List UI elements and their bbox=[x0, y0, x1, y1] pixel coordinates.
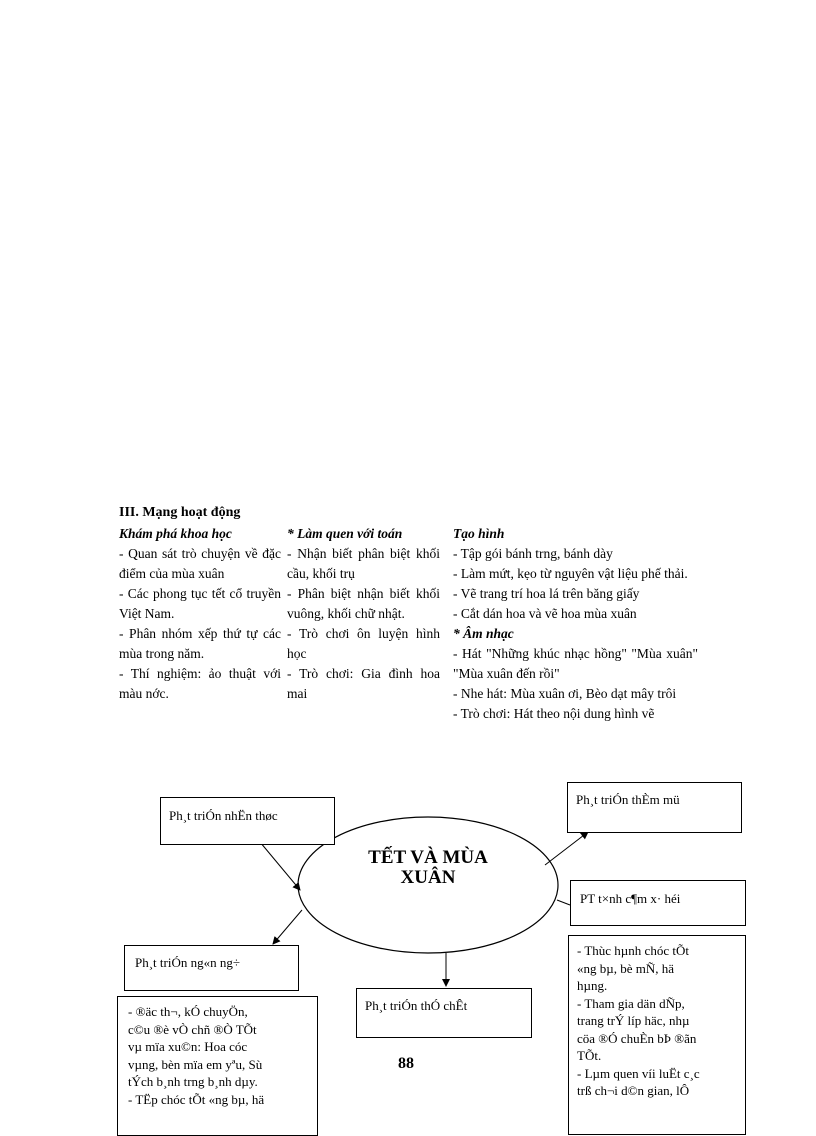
detail-line: trß ch¬i d©n gian, lÔ bbox=[577, 1083, 690, 1098]
box-label: Ph¸t triÓn ng«n ng÷ bbox=[135, 955, 240, 970]
box-the-chat bbox=[356, 988, 532, 1038]
detail-line: hµng. bbox=[577, 978, 608, 993]
detail-line: - Thùc hµnh chóc tÕt bbox=[577, 943, 689, 958]
list-item: - Trò chơi ôn luyện hình học bbox=[287, 626, 440, 661]
detail-line: trang trÝ líp häc, nhµ bbox=[577, 1013, 690, 1028]
list-item: - Quan sát trò chuyện về đặc điểm của mùa xuân bbox=[119, 546, 281, 581]
detail-line: tÝch b¸nh trng b¸nh dµy. bbox=[128, 1074, 258, 1089]
list-item: - Thí nghiệm: ảo thuật với màu nớc. bbox=[119, 666, 281, 701]
box-label: Ph¸t triÓn nhËn thøc bbox=[169, 808, 278, 823]
list-item: - Trò chơi: Gia đình hoa mai bbox=[287, 666, 440, 701]
box-tham-mi bbox=[567, 782, 742, 833]
page-number: 88 bbox=[398, 1055, 414, 1072]
list-item: - Tập gói bánh trng, bánh dày bbox=[453, 546, 613, 561]
column-subtitle: * Âm nhạc bbox=[453, 626, 514, 641]
detail-line: - Lµm quen víi luËt c¸c bbox=[577, 1065, 700, 1081]
column-title: * Làm quen với toán bbox=[287, 526, 403, 541]
list-item: - Các phong tục tết cổ truyền Việt Nam. bbox=[119, 586, 281, 621]
list-item: - Nhe hát: Mùa xuân ơi, Bèo dạt mây trôi bbox=[453, 686, 677, 701]
list-item: - Nhận biết phân biệt khối cầu, khối trụ bbox=[287, 546, 440, 581]
list-item: - Trò chơi: Hát theo nội dung hình vẽ bbox=[453, 706, 655, 721]
list-item: - Vẽ trang trí hoa lá trên băng giấy bbox=[453, 586, 640, 601]
list-item: - Làm mứt, kẹo từ nguyên vật liệu phế thải. bbox=[453, 566, 688, 581]
detail-box-ngon-ngu bbox=[117, 996, 318, 1136]
list-item: - Cắt dán hoa và vẽ hoa mùa xuân bbox=[453, 606, 637, 621]
detail-line: vµ mïa xu©n: Hoa cóc bbox=[128, 1039, 248, 1054]
diagram-center-title bbox=[300, 848, 556, 888]
section-heading: III. Mạng hoạt động bbox=[119, 505, 241, 520]
detail-line: - TËp chóc tÕt «ng bµ, hä bbox=[128, 1091, 265, 1107]
arrow-tinh-cam bbox=[557, 900, 570, 905]
box-tinh-cam bbox=[570, 880, 746, 926]
list-item: - Phân biệt nhận biết khối vuông, khối chữ nhật. bbox=[287, 586, 440, 621]
center-title-line: TẾT VÀ MÙA bbox=[368, 847, 488, 868]
box-label: Ph¸t triÓn thÓ chÊt bbox=[365, 998, 468, 1013]
detail-line: - ®äc th¬, kÓ chuyÖn, bbox=[128, 1004, 248, 1019]
arrow-nhan-thuc bbox=[260, 842, 300, 890]
detail-line: c©u ®è vÒ chñ ®Ò TÕt bbox=[128, 1021, 257, 1037]
arrow-ngon-ngu bbox=[273, 910, 302, 944]
detail-line: vµng, bèn mïa em yªu, Sù bbox=[128, 1056, 263, 1072]
list-item: - Phân nhóm xếp thứ tự các mùa trong năm. bbox=[119, 626, 281, 661]
box-label: Ph¸t triÓn thÈm mü bbox=[576, 792, 680, 807]
box-label: PT t×nh c¶m x· héi bbox=[580, 891, 681, 906]
box-nhan-thuc bbox=[160, 797, 335, 845]
detail-line: - Tham gia dän dÑp, bbox=[577, 995, 685, 1011]
column-title: Khám phá khoa học bbox=[119, 526, 232, 541]
center-title-line: XUÂN bbox=[400, 867, 456, 888]
detail-box-tinh-cam bbox=[568, 935, 746, 1135]
box-ngon-ngu bbox=[124, 945, 299, 991]
detail-line: cöa ®Ó chuÈn bÞ ®ãn bbox=[577, 1030, 697, 1046]
list-item: - Hát "Những khúc nhạc hồng" "Mùa xuân" "Mùa xuân đến rồi" bbox=[453, 646, 698, 681]
detail-line: «ng bµ, bè mÑ, hä bbox=[577, 960, 675, 976]
column-title: Tạo hình bbox=[453, 526, 505, 541]
detail-line: TÕt. bbox=[577, 1048, 602, 1063]
